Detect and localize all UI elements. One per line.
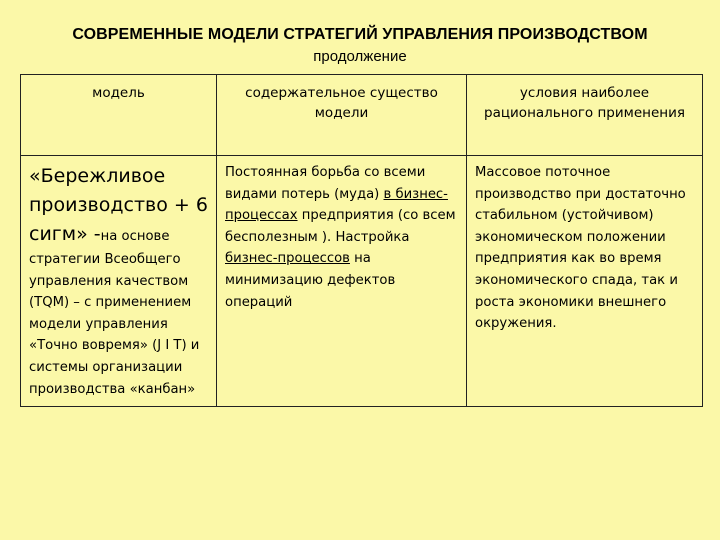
table-row — [21, 156, 703, 407]
column-header-conditions: условия наиболее рационального применения — [467, 75, 703, 156]
column-header-essence: содержательное существо модели — [217, 75, 467, 156]
model-name: «Бережливое производство + 6 сигм» - — [29, 165, 208, 245]
essence-underlined-2: бизнес-процессов — [225, 251, 350, 267]
cell-model — [21, 156, 217, 407]
essence-text-3: на минимизацию дефектов операций — [225, 251, 396, 310]
page-subtitle: продолжение — [313, 48, 407, 65]
page-title: СОВРЕМЕННЫЕ МОДЕЛИ СТРАТЕГИЙ УПРАВЛЕНИЯ ПРОИЗВОДСТВОМ — [72, 26, 648, 43]
essence-underlined-1: в бизнес-процессах — [225, 186, 448, 224]
essence-text-1: Постоянная борьба со всеми видами потерь (муда) — [225, 165, 426, 202]
model-description: на основе стратегии Всеобщего управления качеством (TQM) – с применением модели управления «Точно вовремя» (J I T) и системы организации производства «канбан» — [29, 229, 200, 397]
cell-conditions: Массовое поточное производство при достаточно стабильном (устойчивом) экономическом положении предприятия как во время экономического спада, так и роста экономики внешнего окружения. — [467, 156, 703, 407]
table-header-row — [21, 75, 703, 156]
essence-text-2: предприятия (со всем бесполезным ). Настройка — [225, 208, 456, 245]
column-header-model: модель — [21, 75, 217, 156]
strategy-table — [20, 74, 703, 407]
cell-essence — [217, 156, 467, 407]
